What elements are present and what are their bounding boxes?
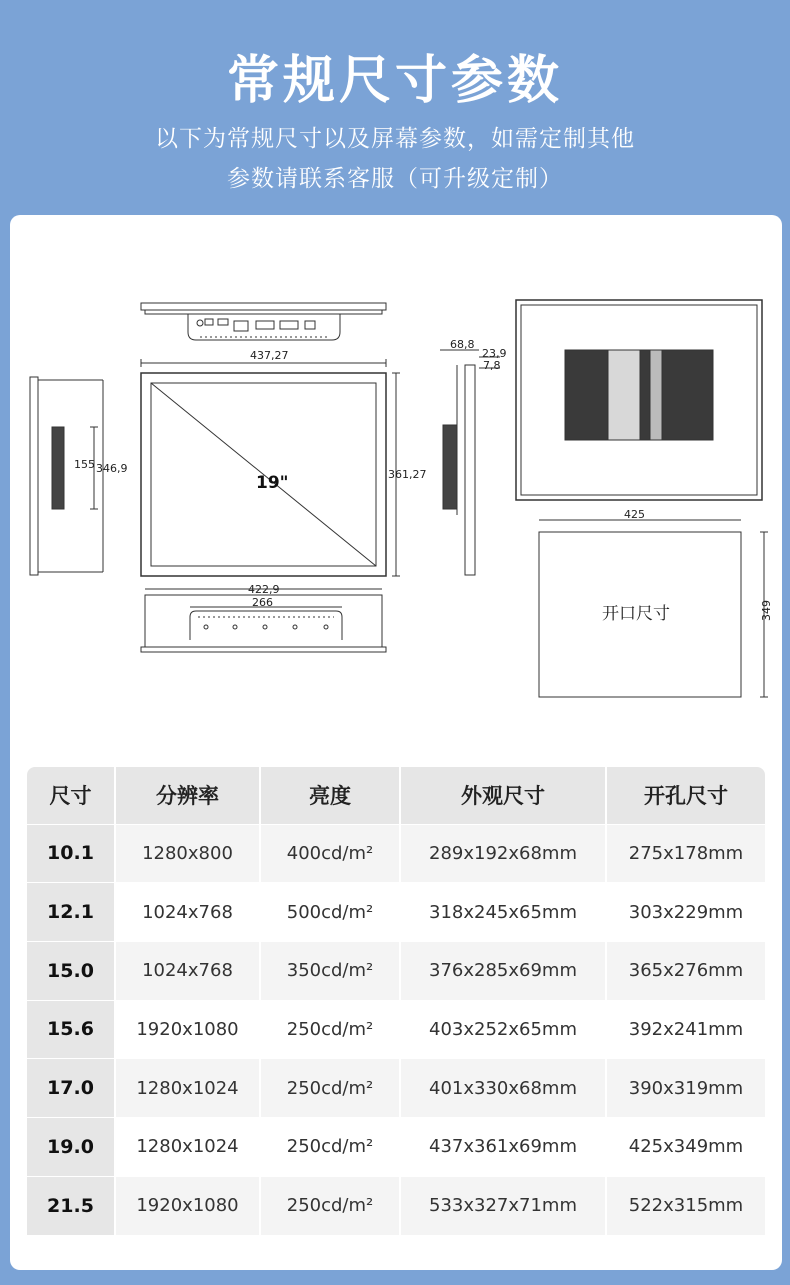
table-row [27, 1000, 765, 1059]
cell-size: 12.1 [27, 883, 115, 942]
cell-size: 21.5 [27, 1176, 115, 1235]
table-row [27, 1176, 765, 1235]
cell-size: 15.6 [27, 1000, 115, 1059]
cell-brightness: 250cd/m² [260, 1176, 400, 1235]
cell-brightness: 250cd/m² [260, 1000, 400, 1059]
cell-resolution: 1280x1024 [115, 1059, 260, 1118]
cell-cutout: 275x178mm [606, 824, 765, 883]
cell-cutout: 390x319mm [606, 1059, 765, 1118]
cell-cutout: 392x241mm [606, 1000, 765, 1059]
subtitle-line-1: 以下为常规尺寸以及屏幕参数，如需定制其他 [155, 126, 635, 152]
cutout-label: 开口尺寸 [602, 604, 670, 624]
table-row [27, 941, 765, 1000]
subtitle-line-2: 参数请联系客服（可升级定制） [227, 166, 563, 192]
cell-dimensions: 401x330x68mm [400, 1059, 606, 1118]
cell-dimensions: 289x192x68mm [400, 824, 606, 883]
cell-size: 10.1 [27, 824, 115, 883]
cell-size: 15.0 [27, 941, 115, 1000]
header-brightness: 亮度 [260, 767, 400, 824]
cell-brightness: 500cd/m² [260, 883, 400, 942]
table-row [27, 883, 765, 942]
table-row [27, 1117, 765, 1176]
cell-size: 19.0 [27, 1117, 115, 1176]
depth-dimension-2: 23,9 [482, 347, 507, 360]
cell-resolution: 1280x1024 [115, 1117, 260, 1176]
depth-dimension-3: 7,8 [483, 359, 501, 372]
header-resolution: 分辨率 [115, 767, 260, 824]
spec-table [27, 767, 765, 1235]
header-dimensions: 外观尺寸 [400, 767, 606, 824]
cell-resolution: 1280x800 [115, 824, 260, 883]
left-side-view [30, 377, 103, 575]
cell-cutout: 522x315mm [606, 1176, 765, 1235]
cell-brightness: 350cd/m² [260, 941, 400, 1000]
table-row [27, 1059, 765, 1118]
width-dimension: 437,27 [250, 349, 289, 362]
side-height-dimension: 346,9 [96, 462, 128, 475]
cell-resolution: 1920x1080 [115, 1000, 260, 1059]
cell-dimensions: 437x361x69mm [400, 1117, 606, 1176]
cutout-width-dimension: 425 [624, 508, 645, 521]
cell-brightness: 400cd/m² [260, 824, 400, 883]
cell-dimensions: 403x252x65mm [400, 1000, 606, 1059]
cell-dimensions: 318x245x65mm [400, 883, 606, 942]
front-view [141, 359, 400, 576]
screen-size-label: 19" [256, 473, 289, 493]
top-view [141, 303, 386, 340]
table-row [27, 824, 765, 883]
bottom-inner-dimension: 266 [252, 596, 273, 609]
cell-resolution: 1024x768 [115, 941, 260, 1000]
cell-size: 17.0 [27, 1059, 115, 1118]
cell-brightness: 250cd/m² [260, 1117, 400, 1176]
cell-dimensions: 376x285x69mm [400, 941, 606, 1000]
cell-cutout: 365x276mm [606, 941, 765, 1000]
table-header-row [27, 767, 765, 824]
cell-resolution: 1024x768 [115, 883, 260, 942]
header-cutout: 开孔尺寸 [606, 767, 765, 824]
cell-dimensions: 533x327x71mm [400, 1176, 606, 1235]
header-size: 尺寸 [27, 767, 115, 824]
cell-resolution: 1920x1080 [115, 1176, 260, 1235]
side-inner-dimension: 155 [74, 458, 95, 471]
cell-cutout: 425x349mm [606, 1117, 765, 1176]
cutout-height-dimension: 349 [760, 600, 773, 621]
back-view [516, 300, 762, 500]
content-card [10, 215, 782, 1270]
bottom-width-dimension: 422,9 [248, 583, 280, 596]
technical-drawing [10, 215, 782, 715]
height-dimension: 361,27 [388, 468, 427, 481]
page-title: 常规尺寸参数 [226, 51, 563, 111]
right-side-view [440, 350, 500, 575]
cell-brightness: 250cd/m² [260, 1059, 400, 1118]
cell-cutout: 303x229mm [606, 883, 765, 942]
depth-dimension: 68,8 [450, 338, 475, 351]
